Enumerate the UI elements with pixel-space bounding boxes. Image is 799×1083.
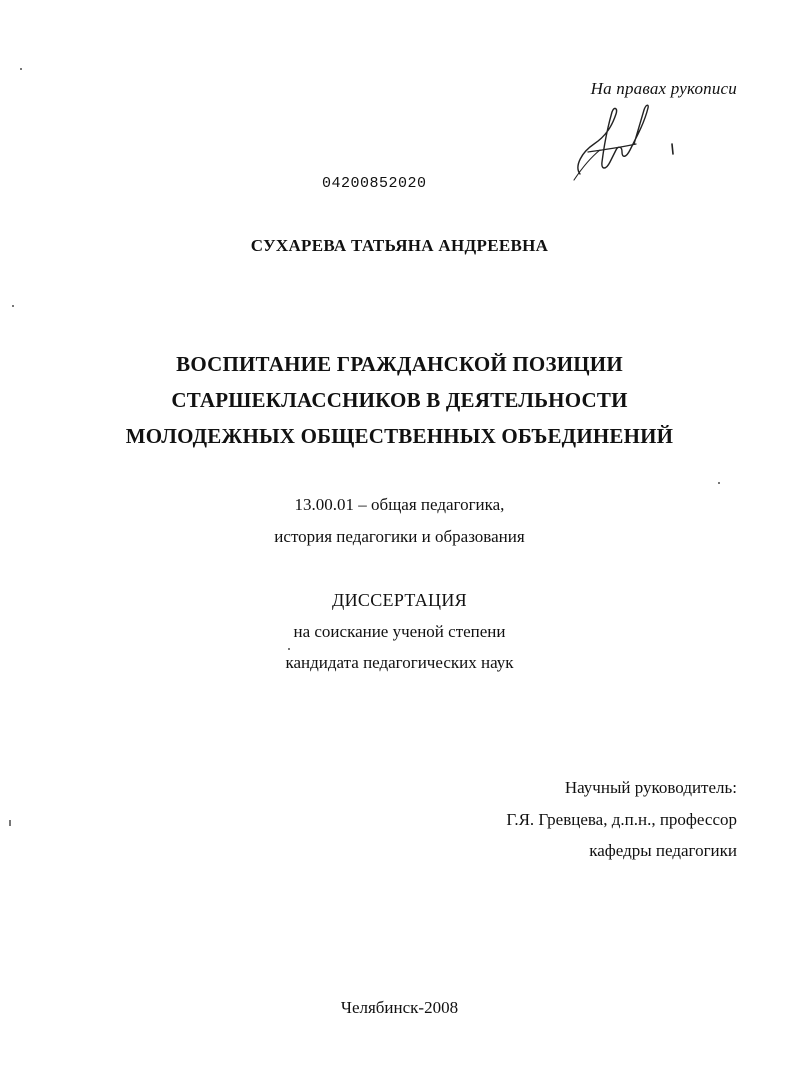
specialty-name: история педагогики и образования: [274, 527, 525, 546]
author-name: СУХАРЕВА ТАТЬЯНА АНДРЕЕВНА: [250, 236, 549, 255]
dissertation-title: [0, 346, 799, 454]
title-line: МОЛОДЕЖНЫХ ОБЩЕСТВЕННЫХ ОБЪЕДИНЕНИЙ: [125, 424, 674, 448]
handwritten-signature: [572, 100, 682, 182]
scan-speck: [9, 820, 11, 826]
city-year: Челябинск-2008: [340, 998, 459, 1017]
degree-line: на соискание ученой степени: [293, 622, 506, 641]
rights-note: На правах рукописи: [590, 79, 737, 98]
catalog-number: 04200852020: [322, 175, 427, 192]
work-type-label: ДИССЕРТАЦИЯ: [332, 590, 467, 610]
scan-speck: [718, 482, 720, 484]
supervisor-name: Г.Я. Гревцева, д.п.н., профессор: [506, 810, 737, 829]
specialty-code: 13.00.01 – общая педагогика,: [294, 495, 505, 514]
title-line: ВОСПИТАНИЕ ГРАЖДАНСКОЙ ПОЗИЦИИ: [176, 352, 623, 376]
scan-speck: [288, 648, 290, 650]
title-line: СТАРШЕКЛАССНИКОВ В ДЕЯТЕЛЬНОСТИ: [171, 388, 628, 412]
scan-speck: [12, 305, 14, 307]
degree-line: кандидата педагогических наук: [285, 653, 514, 672]
scan-speck: [20, 68, 22, 70]
supervisor-label: Научный руководитель:: [564, 778, 737, 797]
supervisor-department: кафедры педагогики: [589, 841, 737, 860]
